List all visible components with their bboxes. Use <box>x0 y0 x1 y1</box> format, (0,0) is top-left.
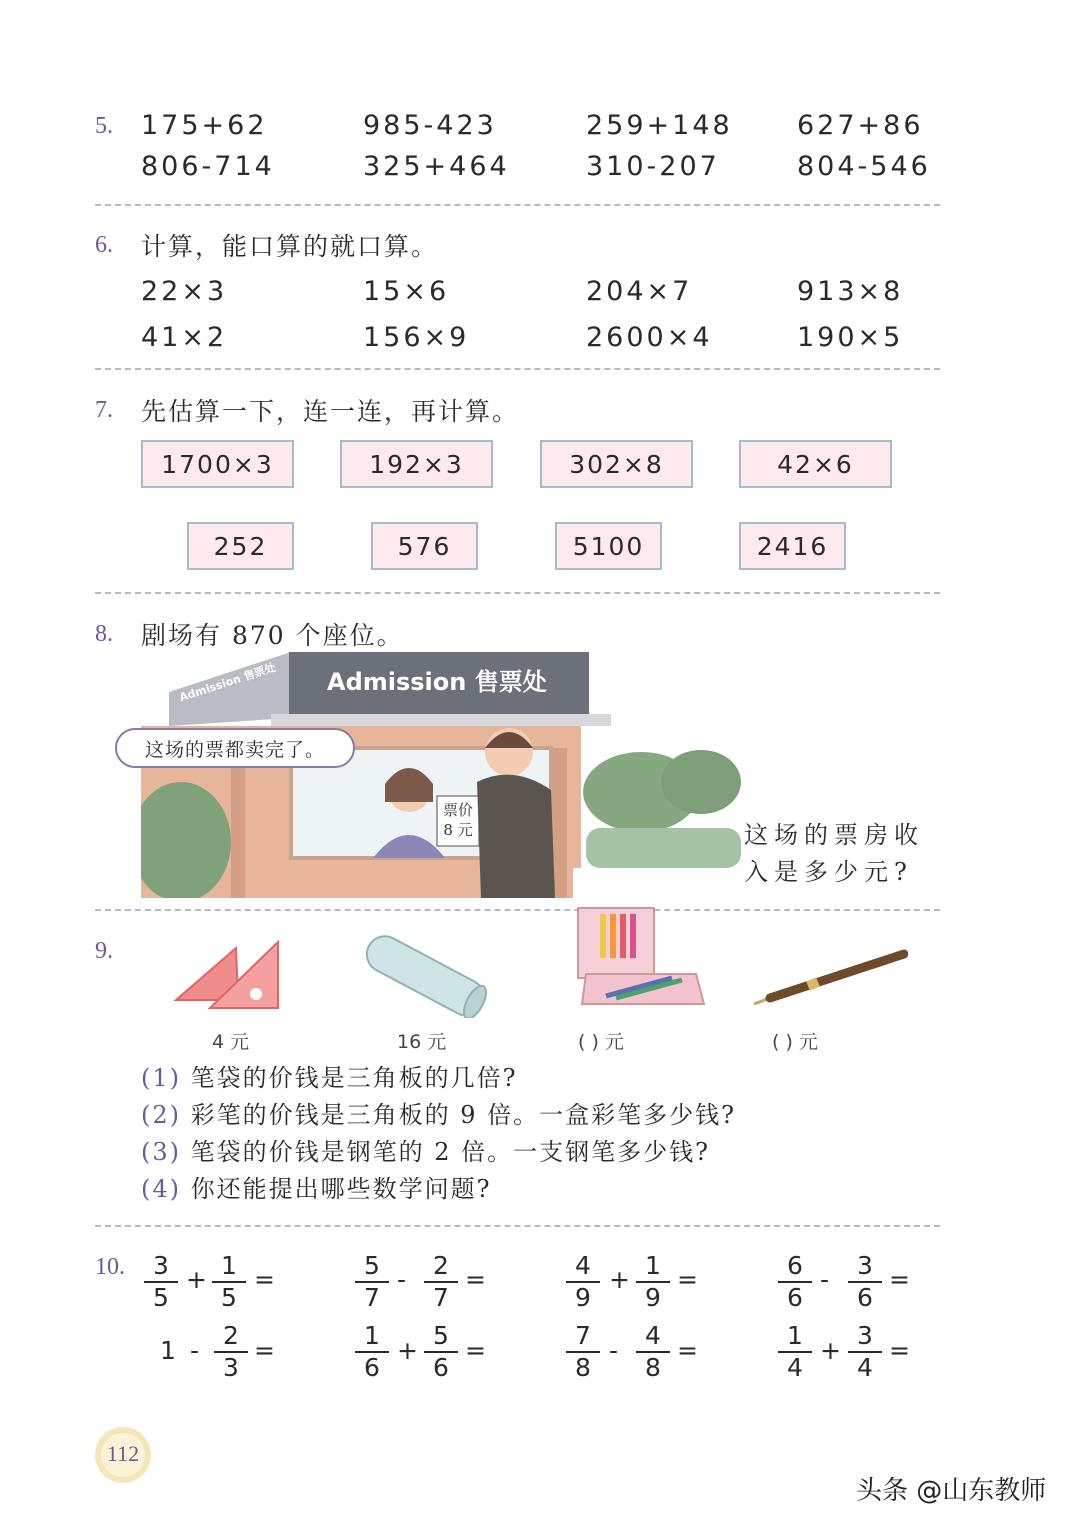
equals: = <box>677 1336 698 1365</box>
expression: 41×2 <box>141 322 228 353</box>
expression: 2600×4 <box>586 322 713 353</box>
estimate-box-1700x3[interactable]: 1700×3 <box>141 440 294 488</box>
equals: = <box>465 1265 486 1294</box>
fraction: 3 4 <box>848 1322 882 1382</box>
speech-bubble-text: 这场的票都卖完了。 <box>144 738 325 761</box>
fraction: 1 4 <box>778 1322 812 1382</box>
fraction: 3 6 <box>848 1252 882 1312</box>
fraction: 5 7 <box>355 1252 389 1312</box>
equals: = <box>889 1265 910 1294</box>
ticket-booth-illustration <box>141 652 741 898</box>
expression: 204×7 <box>586 276 693 307</box>
question-1 <box>141 1058 518 1093</box>
man-jacket <box>477 775 555 898</box>
estimate-box-42x6[interactable]: 42×6 <box>739 440 892 488</box>
estimate-box-302x8[interactable]: 302×8 <box>540 440 693 488</box>
problem-8-statement: 剧场有 870 个座位。 <box>141 621 404 650</box>
fraction: 6 6 <box>778 1252 812 1312</box>
fountain-pen-icon <box>748 948 908 1008</box>
hedge <box>586 828 741 868</box>
divider <box>95 368 940 370</box>
question-2 <box>141 1095 736 1130</box>
fraction: 1 5 <box>212 1252 246 1312</box>
booth-pillar <box>553 748 567 898</box>
fraction: 4 8 <box>636 1322 670 1382</box>
estimate-box-192x3[interactable]: 192×3 <box>340 440 493 488</box>
booth-roof-edge <box>271 714 611 726</box>
answer-box-5100[interactable]: 5100 <box>555 522 662 570</box>
operator: - <box>190 1336 200 1365</box>
fraction: 2 7 <box>424 1252 458 1312</box>
question-index: (1) <box>141 1064 181 1092</box>
expression: 15×6 <box>363 276 450 307</box>
answer-box-2416[interactable]: 2416 <box>739 522 846 570</box>
problem-6-number: 6. <box>95 232 113 258</box>
booth-sign-text: Admission 售票处 <box>327 668 547 696</box>
expression: 913×8 <box>797 276 904 307</box>
expression: 259+148 <box>586 110 733 141</box>
problem-8-question-line1: 这场的票房收 <box>744 821 924 849</box>
expression: 804-546 <box>797 151 931 182</box>
page-number: 112 <box>106 1441 140 1466</box>
expression: 175+62 <box>141 110 268 141</box>
question-4 <box>141 1169 492 1204</box>
color-pen-box-icon <box>576 904 706 1014</box>
booth-pillar <box>231 748 245 898</box>
price-triangle-ruler: 4 元 <box>212 1031 250 1053</box>
problem-8-number: 8. <box>95 621 113 647</box>
price-pencil-case: 16 元 <box>397 1031 447 1053</box>
problem-9-number: 9. <box>95 938 113 964</box>
price-color-pens[interactable]: ( ) 元 <box>578 1031 624 1053</box>
problem-7-number: 7. <box>95 397 113 423</box>
answer-box-252[interactable]: 252 <box>187 522 294 570</box>
equals: = <box>677 1265 698 1294</box>
problem-5-number: 5. <box>95 113 113 139</box>
fraction: 7 8 <box>566 1322 600 1382</box>
operator: - <box>820 1265 830 1294</box>
problem-10-number: 10. <box>95 1254 125 1280</box>
divider <box>95 204 940 206</box>
fraction: 3 5 <box>144 1252 178 1312</box>
operator: + <box>397 1336 418 1365</box>
triangle-ruler-icon <box>172 938 282 1010</box>
tree <box>661 750 741 814</box>
ticket-price-text <box>438 800 478 840</box>
operator: + <box>820 1336 841 1365</box>
question-index: (3) <box>141 1138 181 1166</box>
ticket-price-value: 8 元 <box>443 821 473 839</box>
fraction: 5 6 <box>424 1322 458 1382</box>
fraction: 1 9 <box>636 1252 670 1312</box>
expression: 156×9 <box>363 322 470 353</box>
operator: + <box>609 1265 630 1294</box>
fraction: 1 6 <box>355 1322 389 1382</box>
question-index: (4) <box>141 1175 181 1203</box>
watermark: 头条 @山东教师 <box>856 1476 1047 1506</box>
divider <box>95 909 940 911</box>
expression: 310-207 <box>586 151 720 182</box>
operator: - <box>397 1265 407 1294</box>
equals: = <box>465 1336 486 1365</box>
question-text: 笔袋的价钱是钢笔的 2 倍。一支钢笔多少钱? <box>190 1138 711 1166</box>
pencil-case-icon <box>356 932 496 1018</box>
expression: 627+86 <box>797 110 924 141</box>
question-text: 你还能提出哪些数学问题? <box>190 1175 492 1203</box>
equals: = <box>254 1265 275 1294</box>
fraction: 2 3 <box>214 1322 248 1382</box>
question-text: 彩笔的价钱是三角板的 9 倍。一盒彩笔多少钱? <box>190 1101 737 1129</box>
speech-bubble <box>115 728 355 768</box>
ticket-price-label: 票价 <box>442 801 473 819</box>
divider <box>95 592 940 594</box>
divider <box>95 1225 940 1227</box>
answer-box-576[interactable]: 576 <box>371 522 478 570</box>
expression: 22×3 <box>141 276 228 307</box>
page-number-badge <box>92 1424 154 1486</box>
problem-6-instruction: 计算，能口算的就口算。 <box>141 232 439 261</box>
fraction: 4 9 <box>566 1252 600 1312</box>
equals: = <box>889 1336 910 1365</box>
question-text: 笔袋的价钱是三角板的几倍? <box>190 1064 518 1092</box>
expression: 325+464 <box>363 151 510 182</box>
ground <box>573 868 741 898</box>
question-3 <box>141 1132 710 1167</box>
problem-7-instruction: 先估算一下，连一连，再计算。 <box>141 397 520 426</box>
expression: 190×5 <box>797 322 904 353</box>
whole-number: 1 <box>160 1336 176 1365</box>
operator: - <box>609 1336 619 1365</box>
question-index: (2) <box>141 1101 181 1129</box>
expression: 985-423 <box>363 110 497 141</box>
problem-8-question-line2: 入是多少元? <box>744 858 913 886</box>
operator: + <box>186 1265 207 1294</box>
price-fountain-pen[interactable]: ( ) 元 <box>772 1031 818 1053</box>
expression: 806-714 <box>141 151 275 182</box>
booth-side-sign-text: Admission 售票处 <box>177 660 278 705</box>
equals: = <box>254 1336 275 1365</box>
